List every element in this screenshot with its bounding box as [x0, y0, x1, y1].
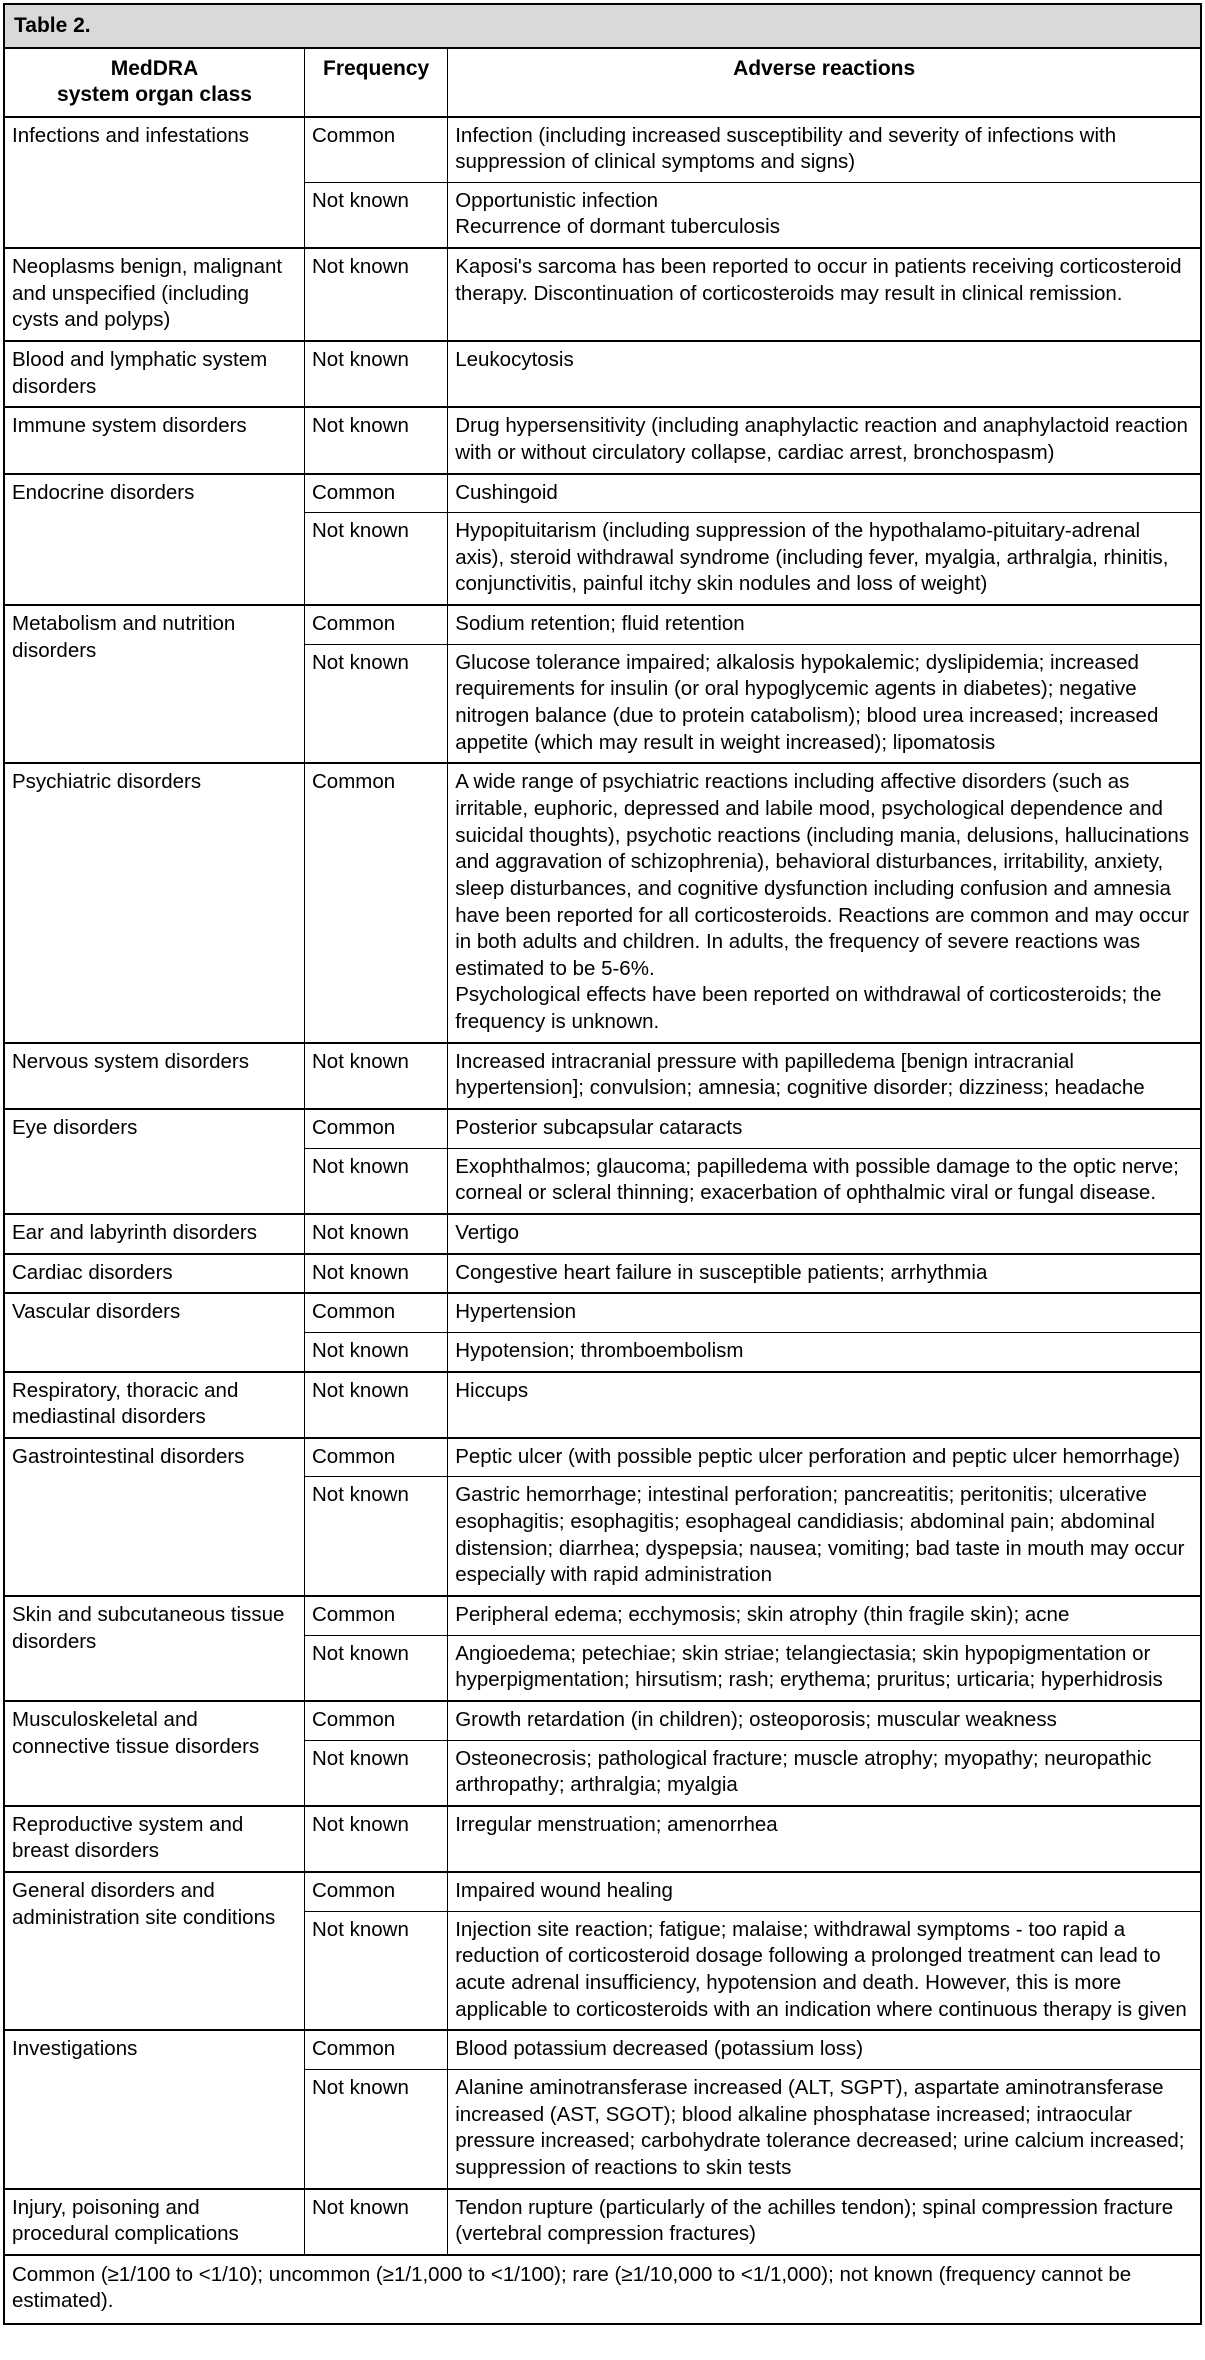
- frequency-cell: Not known: [304, 1043, 447, 1109]
- adverse-reaction-cell: Impaired wound healing: [448, 1872, 1201, 1911]
- adverse-reaction-cell: Leukocytosis: [448, 341, 1201, 407]
- frequency-cell: Common: [304, 763, 447, 1042]
- system-organ-class-cell: Eye disorders: [4, 1109, 304, 1214]
- frequency-cell: Not known: [304, 1148, 447, 1214]
- system-organ-class-cell: Skin and subcutaneous tissue disorders: [4, 1596, 304, 1701]
- frequency-cell: Common: [304, 605, 447, 644]
- column-header-system-organ-class: [4, 48, 304, 116]
- table-row: [4, 1596, 1201, 1635]
- table-caption: Table 2.: [4, 4, 1201, 48]
- frequency-cell: Common: [304, 117, 447, 183]
- adverse-reaction-cell: Posterior subcapsular cataracts: [448, 1109, 1201, 1148]
- table-row: [4, 1701, 1201, 1740]
- frequency-cell: Not known: [304, 182, 447, 248]
- table-caption-row: [4, 4, 1201, 48]
- adverse-reaction-cell: Injection site reaction; fatigue; malaise; withdrawal symptoms - too rapid a reduction of corticosteroid dosage following a prolonged treatment can lead to acute adrenal insufficiency, hypotension and death. However, this is more applicable to corticosteroids with an indication where continuous therapy is given: [448, 1911, 1201, 2030]
- table-row: [4, 117, 1201, 183]
- frequency-cell: Not known: [304, 1332, 447, 1371]
- system-organ-class-cell: Musculoskeletal and connective tissue disorders: [4, 1701, 304, 1806]
- system-organ-class-cell: Psychiatric disorders: [4, 763, 304, 1042]
- table-row: [4, 1438, 1201, 1477]
- table-row: [4, 763, 1201, 1042]
- system-organ-class-cell: General disorders and administration site conditions: [4, 1872, 304, 2030]
- frequency-cell: Not known: [304, 2069, 447, 2188]
- table-row: [4, 2189, 1201, 2255]
- frequency-cell: Not known: [304, 1254, 447, 1294]
- frequency-cell: Not known: [304, 1477, 447, 1596]
- table-row: [4, 1109, 1201, 1148]
- adverse-reaction-cell: Irregular menstruation; amenorrhea: [448, 1806, 1201, 1872]
- adverse-reaction-cell: Tendon rupture (particularly of the achilles tendon); spinal compression fracture (vertebral compression fractures): [448, 2189, 1201, 2255]
- adverse-reaction-cell: Peripheral edema; ecchymosis; skin atrophy (thin fragile skin); acne: [448, 1596, 1201, 1635]
- adverse-reaction-cell: Hypotension; thromboembolism: [448, 1332, 1201, 1371]
- frequency-cell: Common: [304, 2030, 447, 2069]
- frequency-cell: Common: [304, 1596, 447, 1635]
- system-organ-class-cell: Nervous system disorders: [4, 1043, 304, 1109]
- system-organ-class-cell: Respiratory, thoracic and mediastinal disorders: [4, 1372, 304, 1438]
- adverse-reaction-cell: Osteonecrosis; pathological fracture; muscle atrophy; myopathy; neuropathic arthropathy; arthralgia; myalgia: [448, 1740, 1201, 1806]
- system-organ-class-cell: Endocrine disorders: [4, 474, 304, 606]
- table-row: [4, 341, 1201, 407]
- table-footnote: Common (≥1/100 to <1/10); uncommon (≥1/1,000 to <1/100); rare (≥1/10,000 to <1/1,000); not known (frequency cannot be estimated).: [4, 2255, 1201, 2324]
- adverse-reaction-cell: Peptic ulcer (with possible peptic ulcer perforation and peptic ulcer hemorrhage): [448, 1438, 1201, 1477]
- adverse-reaction-cell: Hypertension: [448, 1293, 1201, 1332]
- frequency-cell: Not known: [304, 1372, 447, 1438]
- frequency-cell: Not known: [304, 1911, 447, 2030]
- table-row: [4, 407, 1201, 473]
- frequency-cell: Not known: [304, 2189, 447, 2255]
- system-organ-class-cell: Vascular disorders: [4, 1293, 304, 1371]
- system-organ-class-cell: Investigations: [4, 2030, 304, 2188]
- adverse-reaction-cell: Hiccups: [448, 1372, 1201, 1438]
- frequency-cell: Not known: [304, 248, 447, 341]
- adverse-reaction-cell: Gastric hemorrhage; intestinal perforation; pancreatitis; peritonitis; ulcerative esophagitis; esophagitis; esophageal candidiasis; abdominal pain; abdominal distension; diarrhea; dyspepsia; nausea; vomiting; bad taste in mouth may occur especially with rapid administration: [448, 1477, 1201, 1596]
- adverse-reaction-cell: Congestive heart failure in susceptible patients; arrhythmia: [448, 1254, 1201, 1294]
- table-footnote-row: [4, 2255, 1201, 2324]
- adverse-reaction-cell: A wide range of psychiatric reactions including affective disorders (such as irritable, euphoric, depressed and labile mood, psychological dependence and suicidal thoughts), psychotic reactions (including mania, delusions, hallucinations and aggravation of schizophrenia), behavioral disturbances, irritability, anxiety, sleep disturbances, and cognitive dysfunction including confusion and amnesia have been reported for all corticosteroids. Reactions are common and may occur in both adults and children. In adults, the frequency of severe reactions was estimated to be 5-6%. Psychological effects have been reported on withdrawal of corticosteroids; the frequency is unknown.: [448, 763, 1201, 1042]
- adverse-reaction-cell: Kaposi's sarcoma has been reported to occur in patients receiving corticosteroid therapy. Discontinuation of corticosteroids may result in clinical remission.: [448, 248, 1201, 341]
- frequency-cell: Not known: [304, 1635, 447, 1701]
- table-row: [4, 1214, 1201, 1254]
- adverse-reaction-cell: Drug hypersensitivity (including anaphylactic reaction and anaphylactoid reaction with or without circulatory collapse, cardiac arrest, bronchospasm): [448, 407, 1201, 473]
- system-organ-class-cell: Neoplasms benign, malignant and unspecified (including cysts and polyps): [4, 248, 304, 341]
- adverse-reaction-cell: Growth retardation (in children); osteoporosis; muscular weakness: [448, 1701, 1201, 1740]
- frequency-cell: Common: [304, 1109, 447, 1148]
- frequency-cell: Not known: [304, 1806, 447, 1872]
- frequency-cell: Common: [304, 1872, 447, 1911]
- table-row: [4, 1372, 1201, 1438]
- system-organ-class-cell: Blood and lymphatic system disorders: [4, 341, 304, 407]
- table-row: [4, 1872, 1201, 1911]
- adverse-reaction-cell: Alanine aminotransferase increased (ALT, SGPT), aspartate aminotransferase increased (AST, SGOT); blood alkaline phosphatase increased; intraocular pressure increased; carbohydrate tolerance decreased; urine calcium increased; suppression of reactions to skin tests: [448, 2069, 1201, 2188]
- system-organ-class-cell: Ear and labyrinth disorders: [4, 1214, 304, 1254]
- column-header-soc-line2: system organ class: [57, 82, 252, 106]
- frequency-cell: Not known: [304, 644, 447, 763]
- system-organ-class-cell: Infections and infestations: [4, 117, 304, 249]
- column-header-adverse-reactions: Adverse reactions: [448, 48, 1201, 116]
- system-organ-class-cell: Cardiac disorders: [4, 1254, 304, 1294]
- frequency-cell: Not known: [304, 1214, 447, 1254]
- table-row: [4, 474, 1201, 513]
- frequency-cell: Common: [304, 1438, 447, 1477]
- system-organ-class-cell: Injury, poisoning and procedural complications: [4, 2189, 304, 2255]
- adverse-reaction-cell: Exophthalmos; glaucoma; papilledema with possible damage to the optic nerve; corneal or scleral thinning; exacerbation of ophthalmic viral or fungal disease.: [448, 1148, 1201, 1214]
- frequency-cell: Not known: [304, 513, 447, 605]
- adverse-reaction-cell: Increased intracranial pressure with papilledema [benign intracranial hypertension]; convulsion; amnesia; cognitive disorder; dizziness; headache: [448, 1043, 1201, 1109]
- system-organ-class-cell: Reproductive system and breast disorders: [4, 1806, 304, 1872]
- adverse-reaction-cell: Vertigo: [448, 1214, 1201, 1254]
- system-organ-class-cell: Gastrointestinal disorders: [4, 1438, 304, 1596]
- adverse-reactions-table: [3, 3, 1202, 2325]
- table-row: [4, 1806, 1201, 1872]
- table-row: [4, 1293, 1201, 1332]
- frequency-cell: Common: [304, 1293, 447, 1332]
- table-row: [4, 2030, 1201, 2069]
- frequency-cell: Common: [304, 1701, 447, 1740]
- adverse-reaction-cell: Opportunistic infection Recurrence of dormant tuberculosis: [448, 182, 1201, 248]
- system-organ-class-cell: Metabolism and nutrition disorders: [4, 605, 304, 763]
- adverse-reaction-cell: Cushingoid: [448, 474, 1201, 513]
- table-header-row: [4, 48, 1201, 116]
- adverse-reaction-cell: Glucose tolerance impaired; alkalosis hypokalemic; dyslipidemia; increased requirements for insulin (or oral hypoglycemic agents in diabetes); negative nitrogen balance (due to protein catabolism); blood urea increased; increased appetite (which may result in weight increased); lipomatosis: [448, 644, 1201, 763]
- column-header-frequency: Frequency: [304, 48, 447, 116]
- adverse-reaction-cell: Sodium retention; fluid retention: [448, 605, 1201, 644]
- adverse-reaction-cell: Blood potassium decreased (potassium loss): [448, 2030, 1201, 2069]
- adverse-reaction-cell: Hypopituitarism (including suppression of the hypothalamo-pituitary-adrenal axis), steroid withdrawal syndrome (including fever, myalgia, arthralgia, rhinitis, conjunctivitis, painful itchy skin nodules and loss of weight): [448, 513, 1201, 605]
- frequency-cell: Not known: [304, 407, 447, 473]
- frequency-cell: Common: [304, 474, 447, 513]
- adverse-reaction-cell: Angioedema; petechiae; skin striae; telangiectasia; skin hypopigmentation or hyperpigmentation; hirsutism; rash; erythema; pruritus; urticaria; hyperhidrosis: [448, 1635, 1201, 1701]
- table-page: [0, 3, 1205, 2325]
- adverse-reaction-cell: Infection (including increased susceptibility and severity of infections with suppression of clinical symptoms and signs): [448, 117, 1201, 183]
- table-row: [4, 1254, 1201, 1294]
- frequency-cell: Not known: [304, 1740, 447, 1806]
- table-row: [4, 1043, 1201, 1109]
- system-organ-class-cell: Immune system disorders: [4, 407, 304, 473]
- table-row: [4, 248, 1201, 341]
- table-row: [4, 605, 1201, 644]
- column-header-soc-line1: MedDRA: [110, 57, 199, 81]
- frequency-cell: Not known: [304, 341, 447, 407]
